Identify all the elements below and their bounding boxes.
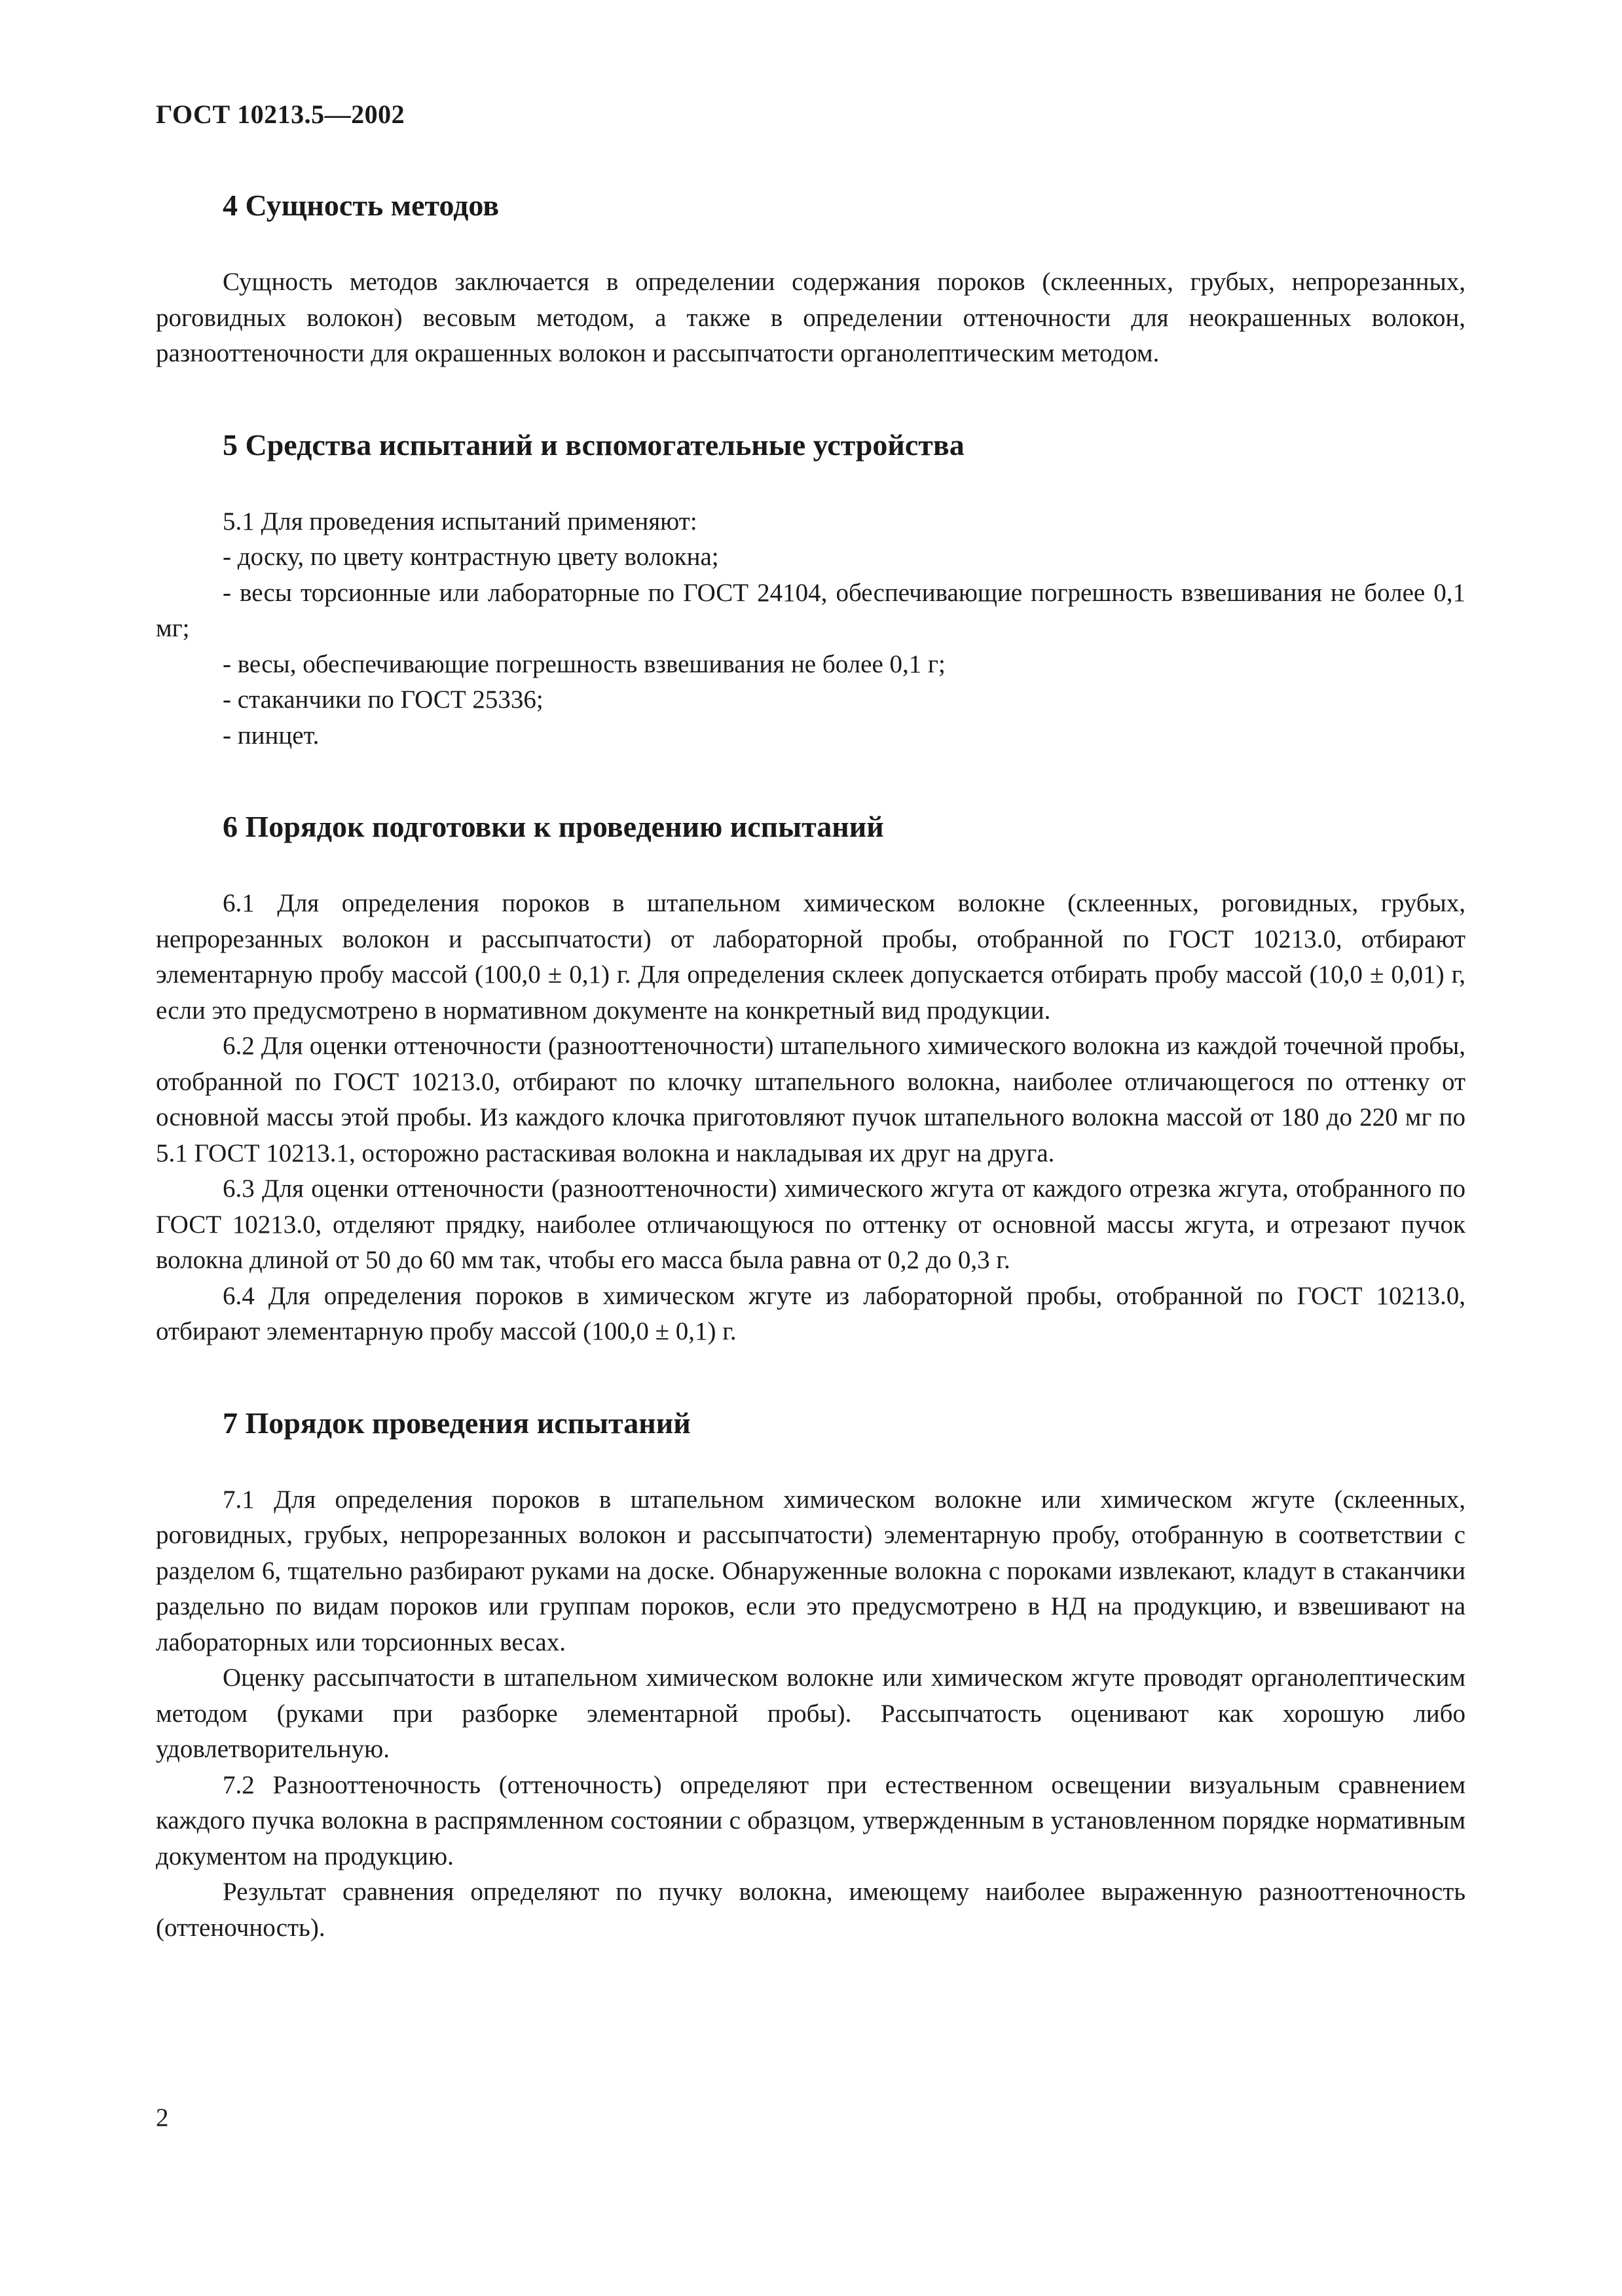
section-paragraph: 7.2 Разнооттеночность (оттеночность) определяют при естественном освещении визуальным сравнением каждого пучка волокна в распрямленном состоянии с образцом, утвержденным в установленном порядке нормативным документом на продукцию.	[156, 1770, 1465, 1870]
document-id-header: ГОСТ 10213.5—2002	[156, 100, 405, 129]
page-number: 2	[156, 2104, 169, 2132]
section-paragraph: 6.3 Для оценки оттеночности (разнооттеночности) химического жгута от каждого отрезка жгута, отобранного по ГОСТ 10213.0, отделяют прядку, наиболее отличающуюся по оттенку от основной массы жгута, и отрезают пучок волокна длиной от 50 до 60 мм так, чтобы его масса была равна от 0,2 до 0,3 г.	[156, 1175, 1465, 1274]
section-paragraph: 6.1 Для определения пороков в штапельном химическом волокне (склеенных, роговидных, грубых, непрорезанных волокон и рассыпчатости) от лабораторной пробы, отобранной по ГОСТ 10213.0, отбирают элементарную пробу массой (100,0 ± 0,1) г. Для определения склеек допускается отбирать пробу массой (10,0 ± 0,01) г, если это предусмотрено в нормативном документе на конкретный вид продукции.	[156, 889, 1465, 1025]
section-paragraph: 6.2 Для оценки оттеночности (разнооттеночности) штапельного химического волокна из каждой точечной пробы, отобранной по ГОСТ 10213.0, отбирают по клочку штапельного волокна, наиболее отличающегося по оттенку от основной массы этой пробы. Из каждого клочка приготовляют пучок штапельного волокна массой от 180 до 220 мг по 5.1 ГОСТ 10213.1, осторожно растаскивая волокна и накладывая их друг на друга.	[156, 1032, 1465, 1167]
section-paragraph: Сущность методов заключается в определении содержания пороков (склеенных, грубых, непрорезанных, роговидных волокон) весовым методом, а также в определении оттеночности для неокрашенных волокон, разнооттеночности для окрашенных волокон и рассыпчатости органолептическим методом.	[156, 268, 1465, 367]
section-title: 7 Порядок проведения испытаний	[223, 1406, 691, 1440]
list-item: - весы торсионные или лабораторные по ГОСТ 24104, обеспечивающие погрешность взвешивания не более 0,1 мг;	[156, 578, 1465, 642]
section-paragraph: 7.1 Для определения пороков в штапельном химическом волокне или химическом жгуте (склеенных, роговидных, грубых, непрорезанных волокон и рассыпчатости) элементарную пробу, отобранную в соответствии с разделом 6, тщательно разбирают руками на доске. Обнаруженные волокна с пороками извлекают, кладут в стаканчики раздельно по видам пороков или группам пороков, если это предусмотрено в НД на продукцию, и взвешивают на лабораторных или торсионных весах.	[156, 1485, 1465, 1656]
section-paragraph: 5.1 Для проведения испытаний применяют:	[223, 507, 697, 536]
document-page	[156, 98, 1465, 1946]
section-paragraph: Результат сравнения определяют по пучку волокна, имеющему наиболее выраженную разнооттеночность (оттеночность).	[156, 1878, 1465, 1942]
list-item: - стаканчики по ГОСТ 25336;	[223, 685, 544, 714]
section-7	[156, 1405, 1465, 1946]
section-title: 6 Порядок подготовки к проведению испытаний	[223, 810, 884, 843]
section-4	[156, 187, 1465, 372]
section-title: 5 Средства испытаний и вспомогательные устройства	[223, 428, 965, 462]
list-item: - весы, обеспечивающие погрешность взвешивания не более 0,1 г;	[223, 649, 946, 678]
section-paragraph: 6.4 Для определения пороков в химическом жгуте из лабораторной пробы, отобранной по ГОСТ 10213.0, отбирают элементарную пробу массой (100,0 ± 0,1) г.	[156, 1281, 1465, 1345]
list-item: - доску, по цвету контрастную цвету волокна;	[223, 543, 719, 571]
list-item: - пинцет.	[223, 721, 320, 750]
section-paragraph: Оценку рассыпчатости в штапельном химическом волокне или химическом жгуте проводят органолептическим методом (руками при разборке элементарной пробы). Рассыпчатость оценивают как хорошую либо удовлетворительную.	[156, 1664, 1465, 1763]
section-6	[156, 809, 1465, 1350]
section-title: 4 Сущность методов	[223, 189, 500, 222]
section-5	[156, 427, 1465, 754]
